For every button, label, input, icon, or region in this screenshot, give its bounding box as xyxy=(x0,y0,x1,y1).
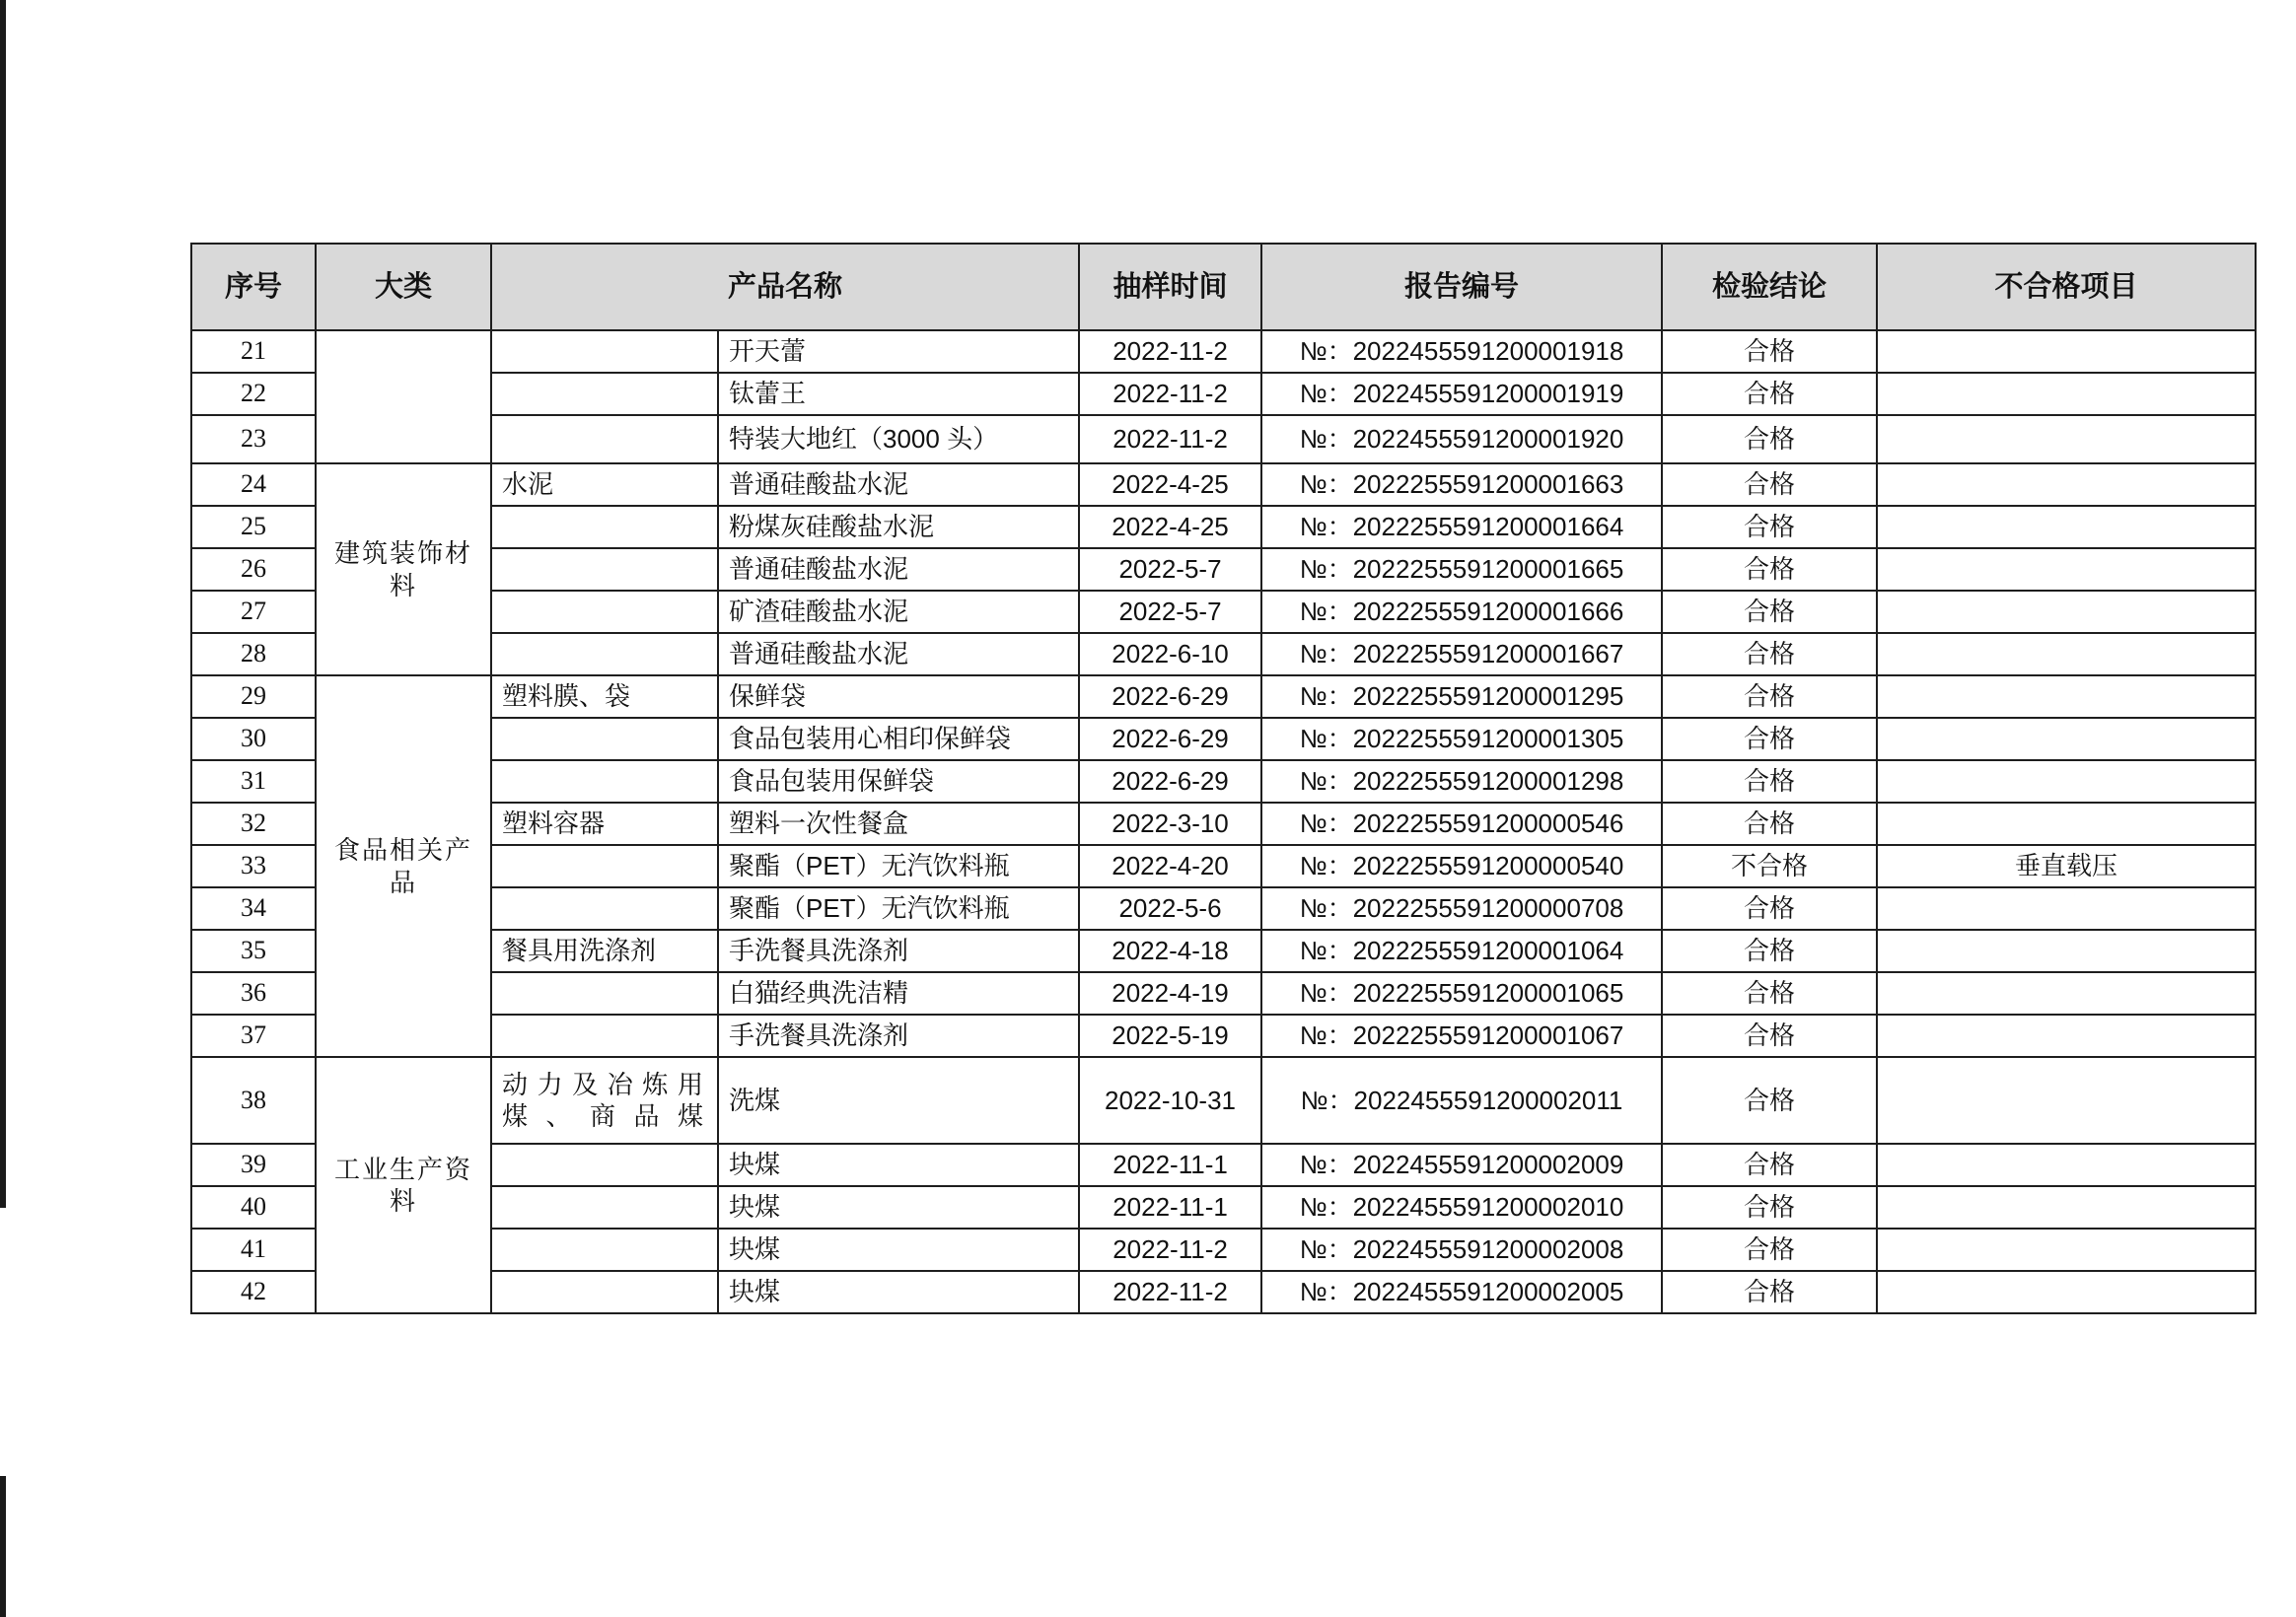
row-report-number: №：2022255591200000708 xyxy=(1261,887,1662,930)
table-row xyxy=(191,803,2256,845)
row-seq: 30 xyxy=(191,718,316,760)
header-conclusion: 检验结论 xyxy=(1662,244,1877,330)
row-failed-items xyxy=(1877,718,2256,760)
row-report-number: №：2022455591200001920 xyxy=(1261,415,1662,463)
row-conclusion: 合格 xyxy=(1662,633,1877,675)
row-seq: 40 xyxy=(191,1186,316,1229)
row-product-name: 块煤 xyxy=(718,1144,1079,1186)
row-conclusion: 合格 xyxy=(1662,887,1877,930)
row-subcategory xyxy=(491,373,718,415)
row-failed-items xyxy=(1877,760,2256,803)
row-product-name: 手洗餐具洗涤剂 xyxy=(718,930,1079,972)
row-conclusion: 合格 xyxy=(1662,803,1877,845)
row-failed-items xyxy=(1877,373,2256,415)
row-seq: 27 xyxy=(191,591,316,633)
row-product-name: 食品包装用保鲜袋 xyxy=(718,760,1079,803)
row-seq: 23 xyxy=(191,415,316,463)
row-seq: 22 xyxy=(191,373,316,415)
table-row xyxy=(191,1271,2256,1313)
table-row xyxy=(191,415,2256,463)
row-failed-items xyxy=(1877,1015,2256,1057)
row-product-name: 聚酯（PET）无汽饮料瓶 xyxy=(718,887,1079,930)
category-food-related: 食品相关产品 xyxy=(316,675,491,1057)
row-seq: 37 xyxy=(191,1015,316,1057)
row-subcategory: 塑料膜、袋 xyxy=(491,675,718,718)
row-report-number: №：2022255591200001064 xyxy=(1261,930,1662,972)
row-seq: 38 xyxy=(191,1057,316,1144)
row-failed-items xyxy=(1877,803,2256,845)
row-report-number: №：2022255591200001664 xyxy=(1261,506,1662,548)
table-row xyxy=(191,845,2256,887)
table-row xyxy=(191,675,2256,718)
row-product-name: 塑料一次性餐盒 xyxy=(718,803,1079,845)
row-report-number: №：202245559120000​1918 xyxy=(1261,330,1662,373)
table-row xyxy=(191,887,2256,930)
row-report-number: №：2022255591200000546 xyxy=(1261,803,1662,845)
row-subcategory xyxy=(491,1144,718,1186)
row-subcategory xyxy=(491,1015,718,1057)
row-product-name: 保鲜袋 xyxy=(718,675,1079,718)
row-subcategory xyxy=(491,1186,718,1229)
row-product-name: 普通硅酸盐水泥 xyxy=(718,548,1079,591)
row-seq: 36 xyxy=(191,972,316,1015)
category-building-materials: 建筑装饰材料 xyxy=(316,463,491,675)
row-failed-items xyxy=(1877,548,2256,591)
row-subcategory xyxy=(491,887,718,930)
table-row xyxy=(191,1015,2256,1057)
row-conclusion: 合格 xyxy=(1662,591,1877,633)
row-sample-date: 2022-3-10 xyxy=(1079,803,1261,845)
row-report-number: №：2022255591200001666 xyxy=(1261,591,1662,633)
row-sample-date: 2022-6-29 xyxy=(1079,675,1261,718)
row-failed-items xyxy=(1877,1057,2256,1144)
row-product-name: 开天蕾 xyxy=(718,330,1079,373)
table-row xyxy=(191,506,2256,548)
row-conclusion: 合格 xyxy=(1662,1057,1877,1144)
row-sample-date: 2022-11-1 xyxy=(1079,1144,1261,1186)
row-conclusion: 合格 xyxy=(1662,548,1877,591)
row-product-name: 普通硅酸盐水泥 xyxy=(718,633,1079,675)
row-product-name: 粉煤灰硅酸盐水泥 xyxy=(718,506,1079,548)
table-row xyxy=(191,373,2256,415)
row-failed-items xyxy=(1877,1144,2256,1186)
table-row xyxy=(191,633,2256,675)
row-sample-date: 2022-11-2 xyxy=(1079,330,1261,373)
row-report-number: №：2022255591200001667 xyxy=(1261,633,1662,675)
row-conclusion: 合格 xyxy=(1662,760,1877,803)
row-seq: 28 xyxy=(191,633,316,675)
row-report-number: №：2022455591200002010 xyxy=(1261,1186,1662,1229)
table-row xyxy=(191,1229,2256,1271)
row-conclusion: 合格 xyxy=(1662,506,1877,548)
row-product-name: 洗煤 xyxy=(718,1057,1079,1144)
row-sample-date: 2022-11-2 xyxy=(1079,373,1261,415)
scan-edge-mark xyxy=(0,0,6,1208)
row-sample-date: 2022-5-7 xyxy=(1079,548,1261,591)
row-report-number: №：2022455591200002005 xyxy=(1261,1271,1662,1313)
row-conclusion: 合格 xyxy=(1662,718,1877,760)
row-report-number: №：2022455591200002009 xyxy=(1261,1144,1662,1186)
scan-edge-mark xyxy=(0,1476,6,1617)
table-row xyxy=(191,463,2256,506)
row-subcategory xyxy=(491,415,718,463)
row-subcategory xyxy=(491,1229,718,1271)
row-sample-date: 2022-4-20 xyxy=(1079,845,1261,887)
row-report-number: №：2022255591200001305 xyxy=(1261,718,1662,760)
row-failed-items xyxy=(1877,591,2256,633)
row-seq: 42 xyxy=(191,1271,316,1313)
row-report-number: №：2022255591200001298 xyxy=(1261,760,1662,803)
row-subcategory xyxy=(491,1271,718,1313)
row-failed-items xyxy=(1877,506,2256,548)
table-row xyxy=(191,760,2256,803)
row-conclusion: 合格 xyxy=(1662,1144,1877,1186)
header-report-number: 报告编号 xyxy=(1261,244,1662,330)
row-failed-items xyxy=(1877,330,2256,373)
row-product-name: 钛蕾王 xyxy=(718,373,1079,415)
header-seq: 序号 xyxy=(191,244,316,330)
row-report-number: №：2022455591200001919 xyxy=(1261,373,1662,415)
row-product-name: 特装大地红（3000 头） xyxy=(718,415,1079,463)
row-subcategory xyxy=(491,591,718,633)
row-failed-items xyxy=(1877,463,2256,506)
row-conclusion: 合格 xyxy=(1662,463,1877,506)
category-industrial-materials: 工业生产资料 xyxy=(316,1057,491,1313)
row-product-name: 聚酯（PET）无汽饮料瓶 xyxy=(718,845,1079,887)
row-sample-date: 2022-11-2 xyxy=(1079,415,1261,463)
row-subcategory xyxy=(491,718,718,760)
row-subcategory xyxy=(491,972,718,1015)
row-failed-items xyxy=(1877,415,2256,463)
header-sample-date: 抽样时间 xyxy=(1079,244,1261,330)
row-report-number: №：2022255591200001295 xyxy=(1261,675,1662,718)
table-row xyxy=(191,1186,2256,1229)
row-seq: 34 xyxy=(191,887,316,930)
row-sample-date: 2022-11-2 xyxy=(1079,1271,1261,1313)
row-sample-date: 2022-5-7 xyxy=(1079,591,1261,633)
row-product-name: 块煤 xyxy=(718,1271,1079,1313)
row-report-number: №：2022255591200001663 xyxy=(1261,463,1662,506)
row-conclusion: 合格 xyxy=(1662,330,1877,373)
row-failed-items xyxy=(1877,1229,2256,1271)
row-conclusion: 合格 xyxy=(1662,972,1877,1015)
row-report-number: №：2022455591200002008 xyxy=(1261,1229,1662,1271)
row-failed-items xyxy=(1877,972,2256,1015)
row-seq: 24 xyxy=(191,463,316,506)
row-sample-date: 2022-6-10 xyxy=(1079,633,1261,675)
row-product-name: 手洗餐具洗涤剂 xyxy=(718,1015,1079,1057)
row-conclusion: 合格 xyxy=(1662,930,1877,972)
row-conclusion: 合格 xyxy=(1662,675,1877,718)
row-failed-items: 垂直载压 xyxy=(1877,845,2256,887)
row-report-number: №：2022255591200001665 xyxy=(1261,548,1662,591)
row-subcategory: 动力及冶炼用煤、商品煤 xyxy=(491,1057,718,1144)
row-seq: 25 xyxy=(191,506,316,548)
row-conclusion: 不合格 xyxy=(1662,845,1877,887)
row-sample-date: 2022-11-2 xyxy=(1079,1229,1261,1271)
row-sample-date: 2022-4-18 xyxy=(1079,930,1261,972)
row-conclusion: 合格 xyxy=(1662,373,1877,415)
row-subcategory: 水泥 xyxy=(491,463,718,506)
row-failed-items xyxy=(1877,887,2256,930)
row-sample-date: 2022-6-29 xyxy=(1079,718,1261,760)
row-product-name: 块煤 xyxy=(718,1229,1079,1271)
table-row xyxy=(191,930,2256,972)
row-product-name: 块煤 xyxy=(718,1186,1079,1229)
row-conclusion: 合格 xyxy=(1662,1015,1877,1057)
row-failed-items xyxy=(1877,633,2256,675)
row-subcategory: 塑料容器 xyxy=(491,803,718,845)
row-subcategory xyxy=(491,633,718,675)
row-seq: 26 xyxy=(191,548,316,591)
row-seq: 41 xyxy=(191,1229,316,1271)
row-failed-items xyxy=(1877,1186,2256,1229)
row-product-name: 白猫经典洗洁精 xyxy=(718,972,1079,1015)
row-conclusion: 合格 xyxy=(1662,1271,1877,1313)
table-row xyxy=(191,330,2256,373)
category-cell-empty xyxy=(316,330,491,463)
header-category: 大类 xyxy=(316,244,491,330)
row-sample-date: 2022-4-19 xyxy=(1079,972,1261,1015)
row-seq: 39 xyxy=(191,1144,316,1186)
row-seq: 33 xyxy=(191,845,316,887)
row-sample-date: 2022-4-25 xyxy=(1079,506,1261,548)
row-subcategory xyxy=(491,548,718,591)
row-failed-items xyxy=(1877,1271,2256,1313)
row-failed-items xyxy=(1877,930,2256,972)
row-product-name: 食品包装用心相印保鲜袋 xyxy=(718,718,1079,760)
row-subcategory xyxy=(491,330,718,373)
row-subcategory: 餐具用洗涤剂 xyxy=(491,930,718,972)
row-conclusion: 合格 xyxy=(1662,1186,1877,1229)
row-seq: 21 xyxy=(191,330,316,373)
row-subcategory xyxy=(491,506,718,548)
row-subcategory xyxy=(491,760,718,803)
row-sample-date: 2022-6-29 xyxy=(1079,760,1261,803)
row-seq: 35 xyxy=(191,930,316,972)
row-failed-items xyxy=(1877,675,2256,718)
header-failed-items: 不合格项目 xyxy=(1877,244,2256,330)
table-row xyxy=(191,718,2256,760)
inspection-results-table xyxy=(190,243,2257,1314)
row-conclusion: 合格 xyxy=(1662,1229,1877,1271)
row-report-number: №：2022455591200002011 xyxy=(1261,1057,1662,1144)
row-seq: 29 xyxy=(191,675,316,718)
row-seq: 31 xyxy=(191,760,316,803)
row-sample-date: 2022-10-31 xyxy=(1079,1057,1261,1144)
row-conclusion: 合格 xyxy=(1662,415,1877,463)
row-report-number: №：2022255591200001065 xyxy=(1261,972,1662,1015)
row-sample-date: 2022-11-1 xyxy=(1079,1186,1261,1229)
table-row xyxy=(191,1057,2256,1144)
row-report-number: №：2022255591200001067 xyxy=(1261,1015,1662,1057)
row-sample-date: 2022-4-25 xyxy=(1079,463,1261,506)
header-product-name: 产品名称 xyxy=(491,244,1079,330)
table-row xyxy=(191,591,2256,633)
table-header-row xyxy=(191,244,2256,330)
row-report-number: №：2022255591200000540 xyxy=(1261,845,1662,887)
row-subcategory xyxy=(491,845,718,887)
table-row xyxy=(191,548,2256,591)
row-sample-date: 2022-5-6 xyxy=(1079,887,1261,930)
row-product-name: 矿渣硅酸盐水泥 xyxy=(718,591,1079,633)
row-product-name: 普通硅酸盐水泥 xyxy=(718,463,1079,506)
table-row xyxy=(191,1144,2256,1186)
row-sample-date: 2022-5-19 xyxy=(1079,1015,1261,1057)
row-seq: 32 xyxy=(191,803,316,845)
table-row xyxy=(191,972,2256,1015)
